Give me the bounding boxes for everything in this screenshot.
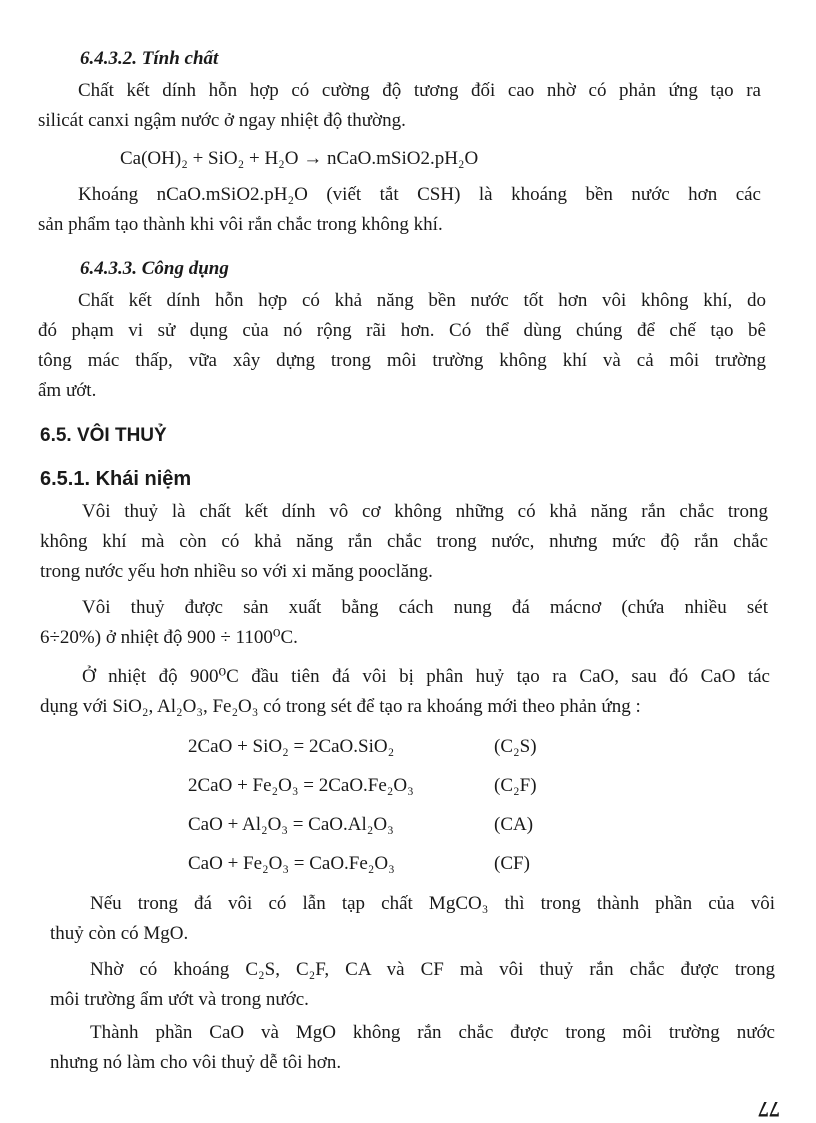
heading-6-4-3-2: 6.4.3.2. Tính chất (80, 48, 219, 69)
text-line: nhưng nó làm cho vôi thuỷ dễ tôi hơn. (50, 1052, 342, 1073)
reaction-equation: 2CaO + Fe₂O₃ = 2CaO.Fe₂O₃ (188, 775, 414, 796)
text-line: Khoáng nCaO.mSiO2.pH₂O (viết tắt CSH) là khoáng bền nước hơn các (78, 184, 761, 205)
reaction-abbr: (CA) (494, 814, 534, 835)
text-line: 6÷20%) ở nhiệt độ 900 ÷ 1100⁰C. (40, 627, 298, 648)
text-line: Nhờ có khoáng C₂S, C₂F, CA và CF mà vôi thuỷ rắn chắc được trong (90, 959, 775, 980)
paragraph (38, 286, 766, 406)
reaction-equation: CaO + Al₂O₃ = CaO.Al₂O₃ (188, 814, 394, 835)
paragraph (50, 1018, 775, 1078)
text-line: Thành phần CaO và MgO không rắn chắc được trong môi trường nước (90, 1022, 775, 1043)
reaction-equation: CaO + Fe₂O₃ = CaO.Fe₂O₃ (188, 853, 395, 874)
text-line: Vôi thuỷ là chất kết dính vô cơ không những có khả năng rắn chắc trong (82, 501, 768, 522)
text-line: Nếu trong đá vôi có lẫn tạp chất MgCO₃ thì trong thành phần của vôi (90, 893, 775, 914)
paragraph (38, 76, 761, 136)
text-line: môi trường ẩm ướt và trong nước. (50, 989, 309, 1010)
paragraph (50, 955, 775, 1015)
text-line: không khí mà còn có khả năng rắn chắc trong nước, nhưng mức độ rắn chắc (40, 531, 768, 552)
reaction-abbr: (C₂F) (494, 775, 537, 796)
paragraph (50, 889, 775, 949)
heading-6-4-3-3: 6.4.3.3. Công dụng (80, 258, 229, 279)
reaction-equation: 2CaO + SiO₂ = 2CaO.SiO₂ (188, 736, 395, 757)
paragraph (40, 593, 768, 653)
reaction-abbr: (CF) (494, 853, 530, 874)
section-heading-6-5: 6.5. VÔI THUỶ (40, 425, 167, 446)
text-line: trong nước yếu hơn nhiều so với xi măng pooclăng. (40, 561, 433, 582)
text-line: Ở nhiệt độ 900⁰C đầu tiên đá vôi bị phân huỷ tạo ra CaO, sau đó CaO tác (82, 666, 770, 687)
text-line: Vôi thuỷ được sản xuất bằng cách nung đá mácnơ (chứa nhiều sét (82, 597, 768, 618)
paragraph (38, 180, 761, 240)
paragraph (40, 497, 768, 587)
paragraph (40, 662, 770, 722)
text-line: đó phạm vi sử dụng của nó rộng rãi hơn. Có thể dùng chúng để chế tạo bê (38, 320, 766, 341)
text-line: Chất kết dính hỗn hợp có khả năng bền nước tốt hơn vôi không khí, do (78, 290, 766, 311)
equation: Ca(OH)₂ + SiO₂ + H₂O → nCaO.mSiO2.pH₂O (120, 148, 479, 169)
text-line: tông mác thấp, vữa xây dựng trong môi trường không khí và cả môi trường (38, 350, 766, 371)
text-line: Chất kết dính hỗn hợp có cường độ tương đối cao nhờ có phản ứng tạo ra (78, 80, 761, 101)
text-line: dụng với SiO₂, Al₂O₃, Fe₂O₃ có trong sét để tạo ra khoáng mới theo phản ứng : (40, 696, 641, 717)
page-number: 77 (758, 1097, 780, 1122)
text-line: ẩm ướt. (38, 380, 97, 401)
text-line: sản phẩm tạo thành khi vôi rắn chắc trong không khí. (38, 214, 443, 235)
text-line: thuỷ còn có MgO. (50, 923, 189, 944)
text-line: silicát canxi ngậm nước ở ngay nhiệt độ thường. (38, 110, 406, 131)
section-heading-6-5-1: 6.5.1. Khái niệm (40, 468, 192, 490)
reaction-abbr: (C₂S) (494, 736, 537, 757)
